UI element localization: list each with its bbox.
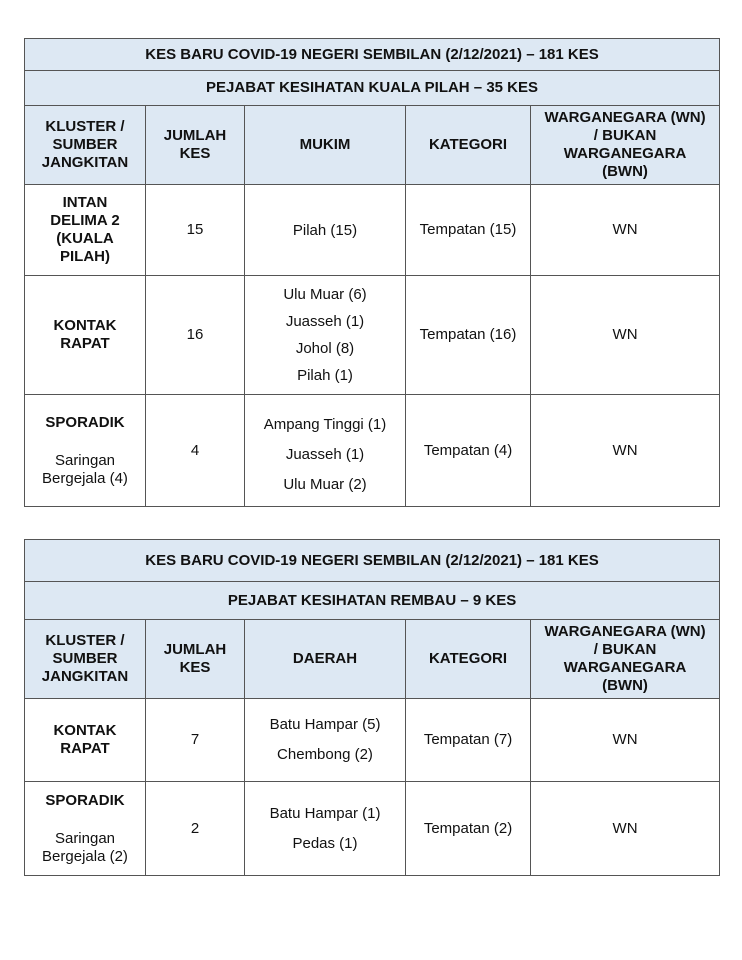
mukim-line: Ampang Tinggi (1) bbox=[263, 415, 387, 433]
table-subtitle-row bbox=[25, 71, 720, 106]
spacer bbox=[29, 432, 141, 452]
kluster-line: RAPAT bbox=[60, 740, 110, 757]
table-title: KES BARU COVID-19 NEGERI SEMBILAN (2/12/2021) – 181 KES bbox=[25, 39, 720, 71]
daerah-cell bbox=[245, 782, 406, 876]
col-header-mukim: MUKIM bbox=[245, 106, 406, 185]
col-header-warga bbox=[531, 106, 720, 185]
header-line: KES bbox=[179, 145, 211, 162]
table-row bbox=[25, 782, 720, 876]
kluster-line: PILAH) bbox=[60, 248, 110, 265]
jumlah-cell: 7 bbox=[146, 699, 245, 782]
rembau-table bbox=[24, 539, 720, 876]
header-line: WARGANEGARA (WN) bbox=[544, 109, 706, 126]
header-line: WARGANEGARA bbox=[563, 145, 687, 162]
kluster-line: INTAN bbox=[62, 194, 108, 211]
header-line: SUMBER bbox=[52, 650, 118, 667]
table-row bbox=[25, 276, 720, 395]
header-line: (BWN) bbox=[602, 677, 648, 694]
header-line: JUMLAH bbox=[163, 641, 227, 658]
jumlah-cell: 16 bbox=[146, 276, 245, 395]
kategori-cell: Tempatan (15) bbox=[406, 185, 531, 276]
mukim-line: Pilah (15) bbox=[292, 222, 358, 239]
kluster-line: Saringan bbox=[54, 451, 116, 469]
daerah-line: Pedas (1) bbox=[292, 834, 358, 852]
kluster-cell bbox=[25, 185, 146, 276]
mukim-line: Ulu Muar (6) bbox=[283, 286, 367, 303]
kluster-line: Bergejala (2) bbox=[42, 847, 128, 865]
daerah-line: Batu Hampar (5) bbox=[269, 716, 381, 733]
header-line: JANGKITAN bbox=[41, 668, 129, 685]
kategori-cell: Tempatan (16) bbox=[406, 276, 531, 395]
col-header-jumlah bbox=[146, 620, 245, 699]
mukim-cell bbox=[245, 185, 406, 276]
jumlah-cell: 2 bbox=[146, 782, 245, 876]
daerah-cell bbox=[245, 699, 406, 782]
warga-cell: WN bbox=[531, 276, 720, 395]
header-line: KLUSTER / bbox=[45, 118, 125, 135]
kluster-head: SPORADIK bbox=[45, 791, 125, 809]
table-title: KES BARU COVID-19 NEGERI SEMBILAN (2/12/2021) – 181 KES bbox=[25, 540, 720, 582]
table-subtitle: PEJABAT KESIHATAN REMBAU – 9 KES bbox=[25, 582, 720, 620]
kategori-cell: Tempatan (2) bbox=[406, 782, 531, 876]
column-header-row bbox=[25, 106, 720, 185]
col-header-kluster bbox=[25, 106, 146, 185]
mukim-cell bbox=[245, 276, 406, 395]
kluster-line: KONTAK bbox=[53, 722, 117, 739]
mukim-line: Ulu Muar (2) bbox=[283, 475, 367, 493]
kluster-line: (KUALA bbox=[56, 230, 114, 247]
table-title-row bbox=[25, 540, 720, 582]
kluster-line: KONTAK bbox=[53, 317, 117, 334]
header-line: / BUKAN bbox=[593, 641, 657, 658]
col-header-jumlah bbox=[146, 106, 245, 185]
kluster-cell bbox=[25, 395, 146, 507]
table-subtitle-row bbox=[25, 582, 720, 620]
table-row bbox=[25, 185, 720, 276]
header-line: JUMLAH bbox=[163, 127, 227, 144]
col-header-kategori: KATEGORI bbox=[406, 106, 531, 185]
kategori-cell: Tempatan (4) bbox=[406, 395, 531, 507]
header-line: (BWN) bbox=[602, 163, 648, 180]
header-line: SUMBER bbox=[52, 136, 118, 153]
header-line: JANGKITAN bbox=[41, 154, 129, 171]
jumlah-cell: 4 bbox=[146, 395, 245, 507]
mukim-cell bbox=[245, 395, 406, 507]
mukim-line: Pilah (1) bbox=[297, 367, 353, 384]
header-line: KLUSTER / bbox=[45, 632, 125, 649]
jumlah-cell: 15 bbox=[146, 185, 245, 276]
table-subtitle: PEJABAT KESIHATAN KUALA PILAH – 35 KES bbox=[25, 71, 720, 106]
warga-cell: WN bbox=[531, 782, 720, 876]
kluster-cell bbox=[25, 276, 146, 395]
header-line: KES bbox=[179, 659, 211, 676]
kuala-pilah-table bbox=[24, 38, 720, 507]
col-header-daerah: DAERAH bbox=[245, 620, 406, 699]
daerah-line: Chembong (2) bbox=[277, 746, 373, 763]
header-line: WARGANEGARA bbox=[563, 659, 687, 676]
spacer bbox=[29, 810, 141, 830]
table-row bbox=[25, 699, 720, 782]
daerah-line: Batu Hampar (1) bbox=[269, 804, 381, 822]
header-line: WARGANEGARA (WN) bbox=[544, 623, 706, 640]
table-title-row bbox=[25, 39, 720, 71]
kluster-line: DELIMA 2 bbox=[50, 212, 120, 229]
mukim-line: Juasseh (1) bbox=[285, 445, 365, 463]
kategori-cell: Tempatan (7) bbox=[406, 699, 531, 782]
kluster-head: SPORADIK bbox=[45, 413, 125, 431]
mukim-line: Johol (8) bbox=[295, 340, 355, 357]
table-row bbox=[25, 395, 720, 507]
mukim-line: Juasseh (1) bbox=[285, 313, 365, 330]
kluster-cell bbox=[25, 699, 146, 782]
kluster-line: Saringan bbox=[54, 829, 116, 847]
header-line: / BUKAN bbox=[593, 127, 657, 144]
col-header-kategori: KATEGORI bbox=[406, 620, 531, 699]
kluster-cell bbox=[25, 782, 146, 876]
col-header-warga bbox=[531, 620, 720, 699]
col-header-kluster bbox=[25, 620, 146, 699]
kluster-line: Bergejala (4) bbox=[42, 469, 128, 487]
warga-cell: WN bbox=[531, 699, 720, 782]
warga-cell: WN bbox=[531, 185, 720, 276]
column-header-row bbox=[25, 620, 720, 699]
kluster-line: RAPAT bbox=[60, 335, 110, 352]
warga-cell: WN bbox=[531, 395, 720, 507]
